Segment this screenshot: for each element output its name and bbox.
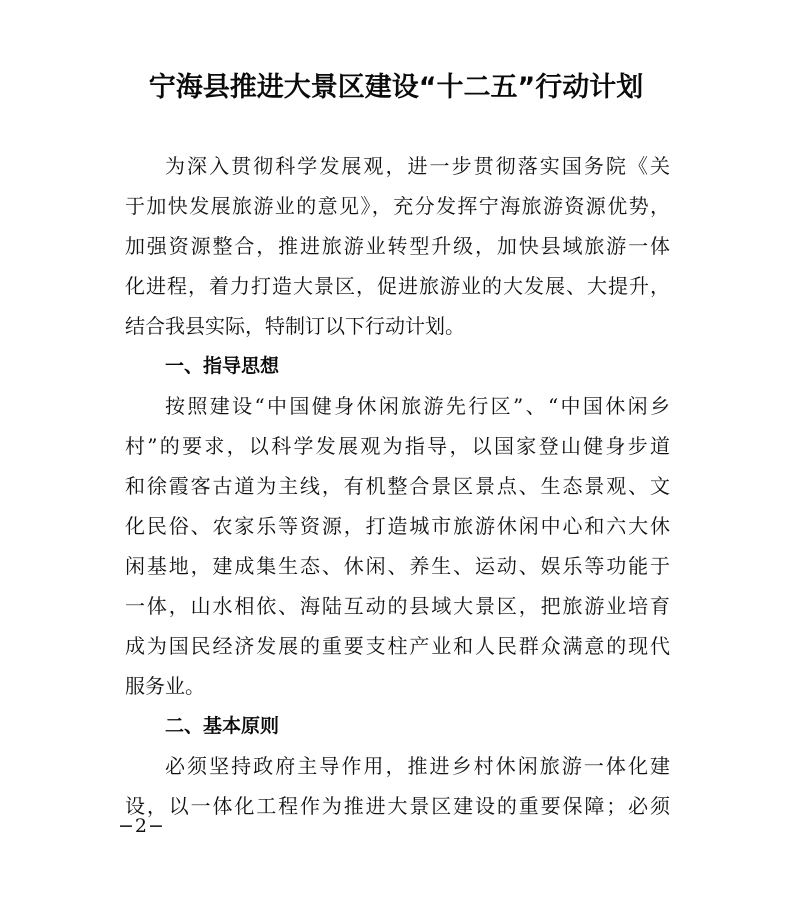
document-title: 宁海县推进大景区建设“十二五”行动计划	[148, 72, 644, 103]
section1-line-7: 成为国民经济发展的重要支柱产业和人民群众满意的现代	[125, 634, 670, 658]
page-number: −2−	[118, 815, 165, 837]
section2-line-1: 必须坚持政府主导作用，推进乡村休闲旅游一体化建	[165, 754, 670, 778]
section2-line-2: 设，以一体化工程作为推进大景区建设的重要保障；必须	[125, 794, 670, 818]
section1-line-2: 村”的要求，以科学发展观为指导，以国家登山健身步道	[125, 434, 670, 458]
section-heading-guiding-ideology: 一、指导思想	[165, 355, 280, 377]
intro-line-3: 加强资源整合，推进旅游业转型升级，加快县域旅游一体	[125, 234, 670, 258]
intro-line-1: 为深入贯彻科学发展观，进一步贯彻落实国务院《关	[165, 154, 670, 178]
intro-line-5: 结合我县实际，特制订以下行动计划。	[125, 314, 465, 338]
section1-line-6: 一体，山水相依、海陆互动的县域大景区，把旅游业培育	[125, 594, 670, 618]
section1-line-8: 服务业。	[125, 674, 205, 698]
section1-line-1: 按照建设“中国健身休闲旅游先行区”、“中国休闲乡	[165, 394, 670, 418]
section1-line-3: 和徐霞客古道为主线，有机整合景区景点、生态景观、文	[125, 474, 670, 498]
intro-line-4: 化进程，着力打造大景区，促进旅游业的大发展、大提升，	[125, 274, 670, 298]
section-heading-basic-principles: 二、基本原则	[165, 715, 280, 737]
section1-line-4: 化民俗、农家乐等资源，打造城市旅游休闲中心和六大休	[125, 514, 670, 538]
intro-line-2: 于加快发展旅游业的意见》，充分发挥宁海旅游资源优势，	[125, 194, 670, 218]
section1-line-5: 闲基地，建成集生态、休闲、养生、运动、娱乐等功能于	[125, 554, 670, 578]
